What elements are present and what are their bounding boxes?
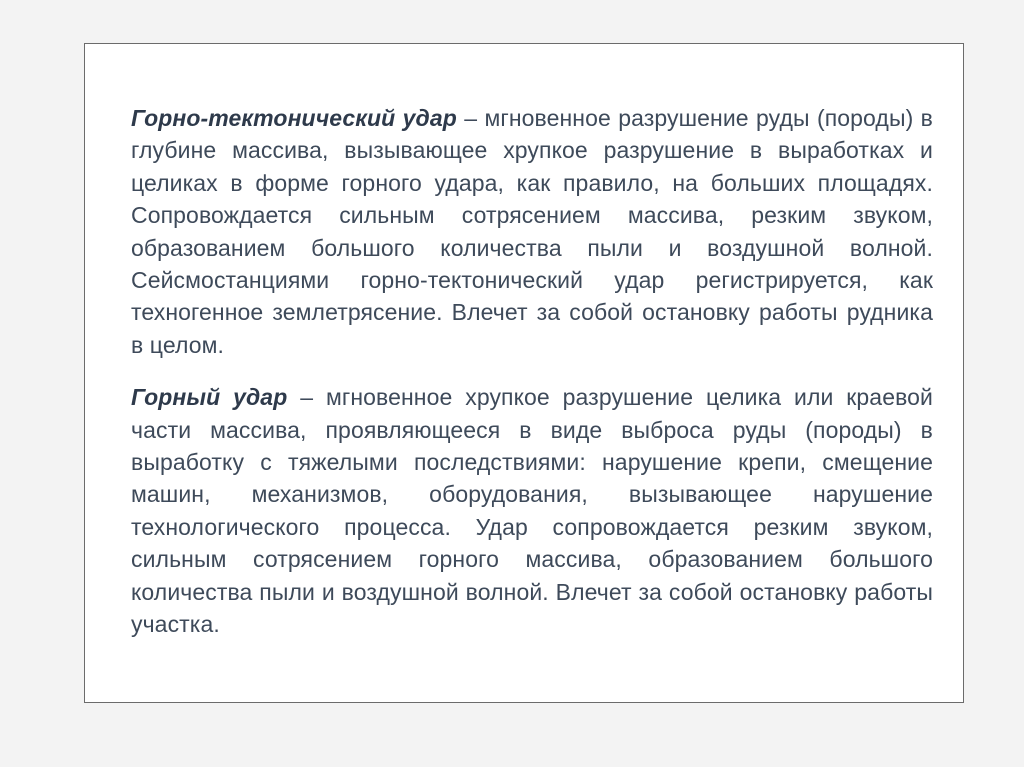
term-rock-burst: Горный удар (131, 384, 288, 411)
term-rock-tectonic-burst: Горно-тектонический удар (131, 105, 457, 131)
paragraph-rock-burst (131, 381, 933, 640)
slide-content (131, 102, 933, 661)
definition-rock-tectonic-burst: – мгновенное разрушение руды (породы) в глубине массива, вызывающее хрупкое разрушение в выработках и целиках в форме горного удара, как правило, на больших площадях. Сопровождается сильным сотрясением массива, резким звуком, образованием большого количества пыли и воздушной волной. Сейсмостанциями горно-тектонический удар регистрируется, как техногенное землетрясение. Влечет за собой остановку работы рудника в целом. (131, 105, 933, 358)
slide-frame (84, 43, 964, 703)
paragraph-rock-tectonic-burst (131, 102, 933, 361)
definition-rock-burst: – мгновенное хрупкое разрушение целика или краевой части массива, проявляющееся в виде выброса руды (породы) в выработку с тяжелыми последствиями: нарушение крепи, смещение машин, механизмов, оборудования, вызывающее нарушение технологического процесса. Удар сопровождается резким звуком, сильным сотрясением горного массива, образованием большого количества пыли и воздушной волной. Влечет за собой остановку работы участка. (131, 384, 933, 638)
